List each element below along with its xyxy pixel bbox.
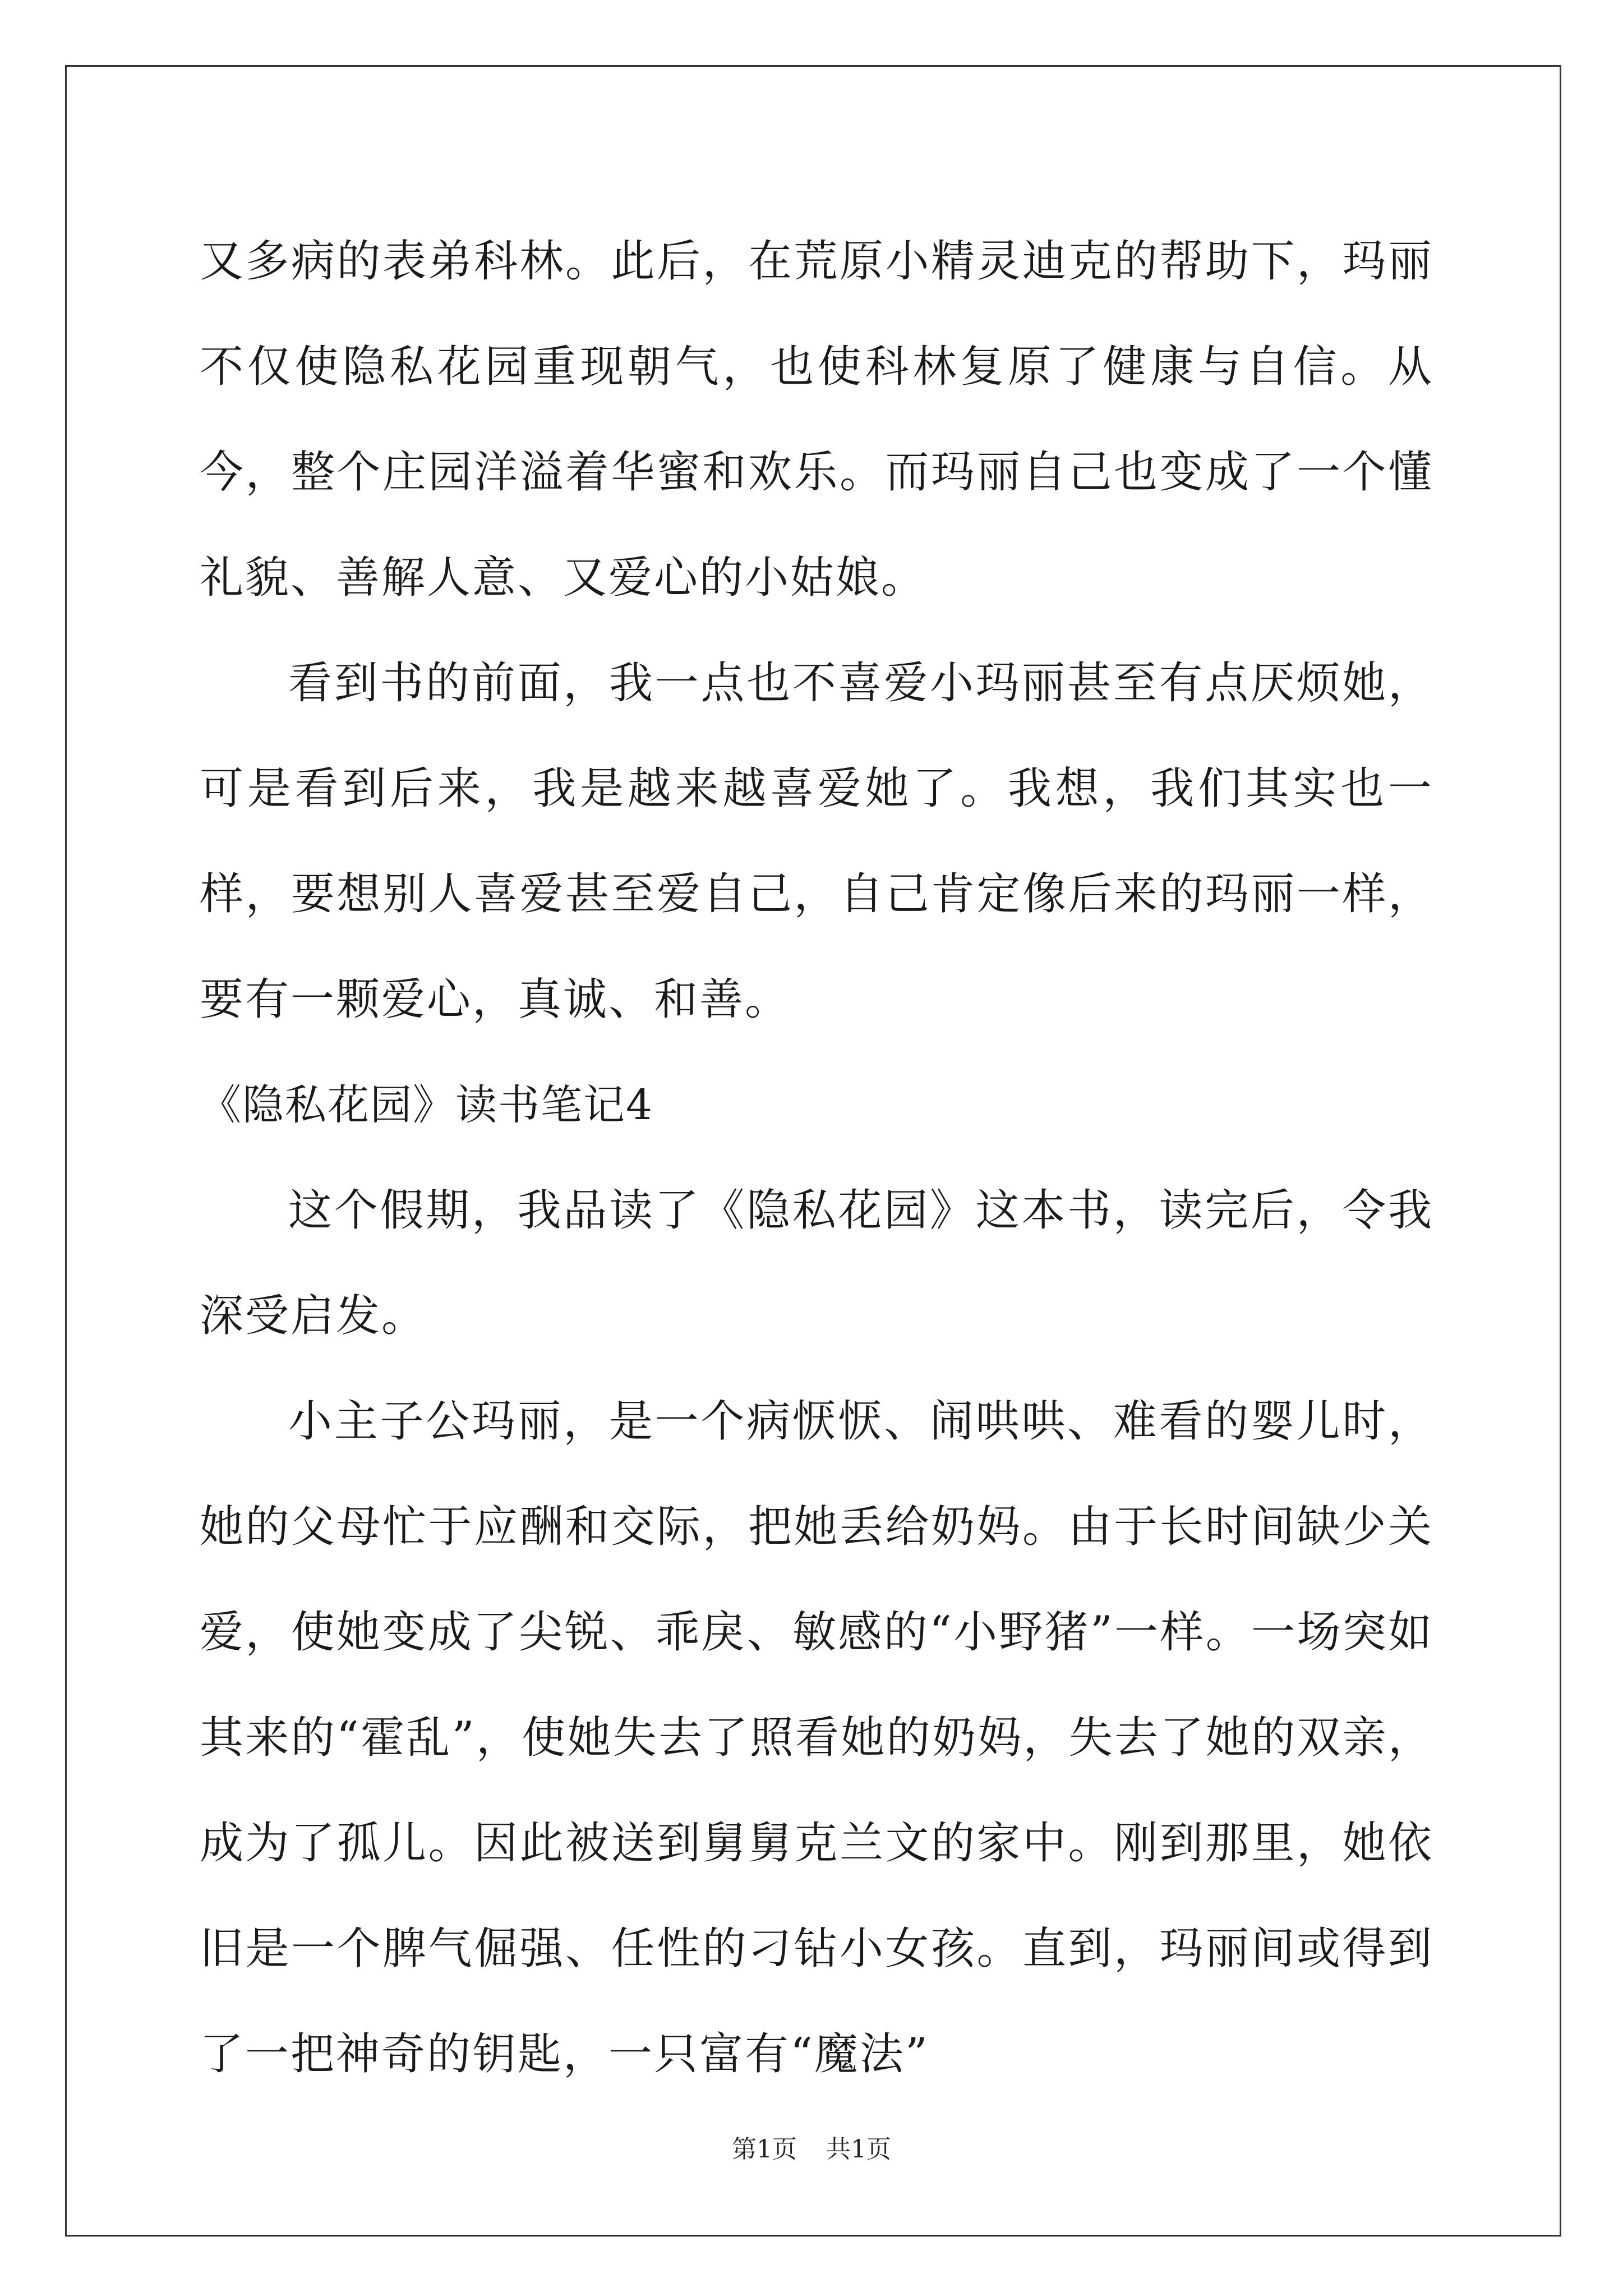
page-footer: [0, 2133, 1623, 2166]
paragraph: 小主子公玛丽，是一个病恹恹、闹哄哄、难看的婴儿时，她的父母忙于应酬和交际，把她丢给奶妈。由于长时间缺少关爱，使她变成了尖锐、乖戾、敏感的“小野猪”一样。一场突如其来的“霍乱”，使她失去了照看她的奶妈，失去了她的双亲，成为了孤儿。因此被送到舅舅克兰文的家中。刚到那里，她依旧是一个脾气倔强、任性的刁钻小女孩。直到，玛丽间或得到了一把神奇的钥匙，一只富有“魔法”: [200, 1396, 1433, 2079]
page-total: 共1页: [826, 2135, 891, 2164]
page-number: 第1页: [732, 2135, 797, 2164]
paragraph: 这个假期，我品读了《隐私花园》这本书，读完后，令我深受启发。: [200, 1185, 1433, 1341]
document-body: [200, 209, 1433, 2107]
paragraph: 看到书的前面，我一点也不喜爱小玛丽甚至有点厌烦她，可是看到后来，我是越来越喜爱她了。我想，我们其实也一样，要想别人喜爱甚至爱自己，自己肯定像后来的玛丽一样，要有一颗爱心，真诚、和善。: [200, 658, 1433, 1025]
paragraph: 又多病的表弟科林。此后，在荒原小精灵迪克的帮助下，玛丽不仅使隐私花园重现朝气，也使科林复原了健康与自信。从今，整个庄园洋溢着华蜜和欢乐。而玛丽自己也变成了一个懂礼貌、善解人意、又爱心的小姑娘。: [200, 236, 1433, 603]
section-heading: 《隐私花园》读书笔记4: [200, 1081, 654, 1129]
